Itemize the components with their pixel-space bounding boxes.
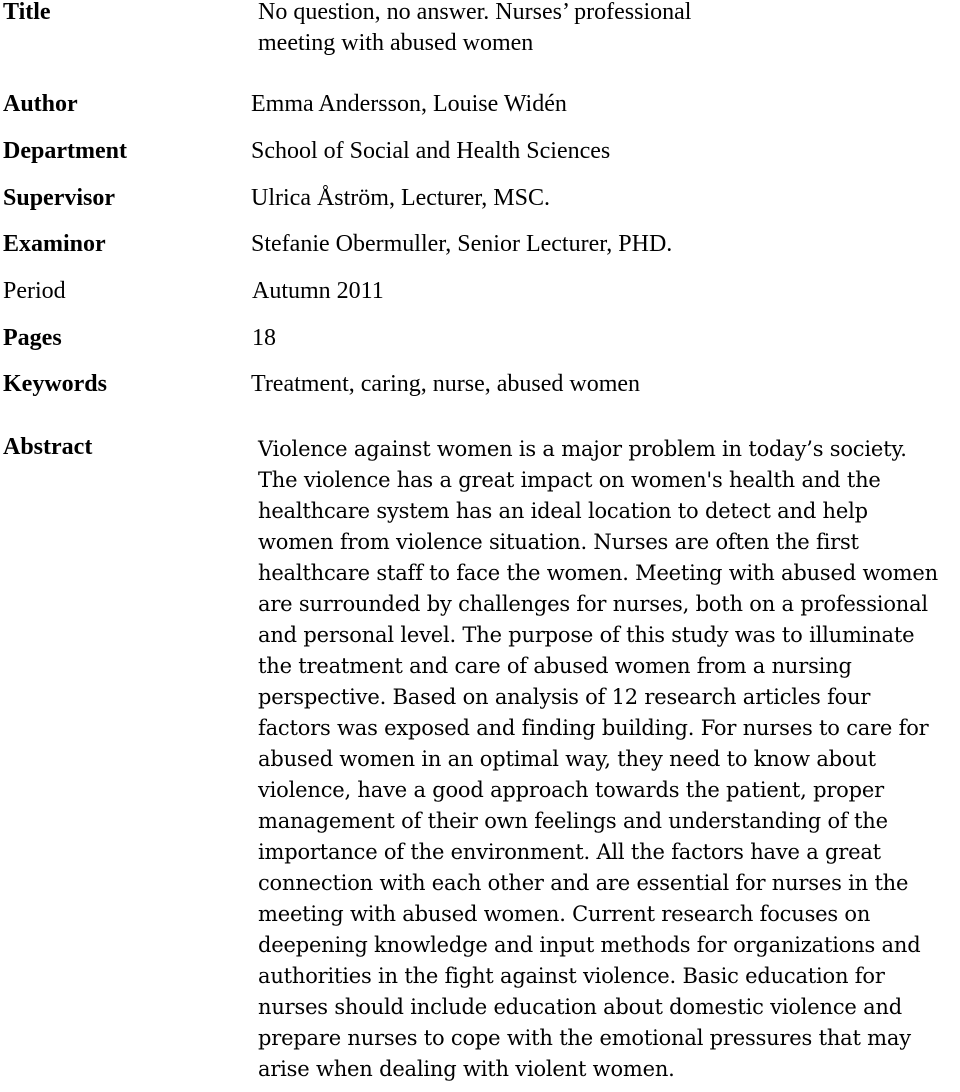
abstract-label: Abstract bbox=[3, 434, 93, 460]
abstract-line: abused women in an optimal way, they need to know about bbox=[258, 747, 876, 771]
abstract-line: are surrounded by challenges for nurses, both on a professional bbox=[258, 592, 928, 616]
examinor-label: Examinor bbox=[3, 231, 106, 257]
abstract-line: healthcare staff to face the women. Meeting with abused women bbox=[258, 561, 938, 585]
abstract-line: authorities in the fight against violence. Basic education for bbox=[258, 964, 885, 988]
abstract-line: The violence has a great impact on women's health and the bbox=[258, 468, 881, 492]
supervisor-label: Supervisor bbox=[3, 185, 116, 211]
author-label: Author bbox=[3, 91, 78, 117]
abstract-line: the treatment and care of abused women from a nursing bbox=[258, 654, 852, 678]
department-label: Department bbox=[3, 138, 127, 164]
examinor-title: Senior Lecturer, PHD. bbox=[451, 231, 673, 257]
title-value-line: No question, no answer. Nurses’ professional bbox=[258, 0, 692, 25]
pages-value: 18 bbox=[252, 325, 276, 351]
abstract-line: nurses should include education about domestic violence and bbox=[258, 995, 902, 1019]
abstract-line: healthcare system has an ideal location to detect and help bbox=[258, 499, 868, 523]
keywords-value: Treatment, caring, nurse, abused women bbox=[251, 371, 641, 397]
abstract-line: connection with each other and are essential for nurses in the bbox=[258, 871, 909, 895]
abstract-line: prepare nurses to cope with the emotional pressures that may bbox=[258, 1026, 911, 1050]
author-value: Emma Andersson, Louise Widén bbox=[251, 91, 567, 117]
abstract-line: deepening knowledge and input methods for organizations and bbox=[258, 933, 921, 957]
abstract-line: violence, have a good approach towards the patient, proper bbox=[258, 778, 884, 802]
abstract-line: importance of the environment. All the factors have a great bbox=[258, 840, 881, 864]
examinor-name: Stefanie Obermuller, bbox=[251, 231, 452, 257]
abstract-line: meeting with abused women. Current research focuses on bbox=[258, 902, 871, 926]
abstract-line: management of their own feelings and understanding of the bbox=[258, 809, 888, 833]
abstract-row bbox=[0, 432, 960, 1092]
title-label: Title bbox=[3, 0, 51, 25]
pages-label: Pages bbox=[3, 325, 62, 351]
abstract-line: women from violence situation. Nurses are often the first bbox=[258, 530, 859, 554]
examinor-value bbox=[251, 229, 672, 260]
supervisor-value: Ulrica Åström, Lecturer, MSC. bbox=[251, 185, 550, 211]
department-value: School of Social and Health Sciences bbox=[251, 138, 611, 164]
abstract-line: Violence against women is a major problem in today’s society. bbox=[258, 437, 907, 461]
abstract-line: and personal level. The purpose of this study was to illuminate bbox=[258, 623, 915, 647]
abstract-text bbox=[258, 434, 958, 1085]
period-label: Period bbox=[3, 278, 66, 304]
keywords-label: Keywords bbox=[3, 371, 107, 397]
abstract-line: perspective. Based on analysis of 12 research articles four bbox=[258, 685, 871, 709]
title-value-line: meeting with abused women bbox=[258, 30, 534, 56]
title-value bbox=[258, 0, 818, 59]
period-value: Autumn 2011 bbox=[252, 278, 384, 304]
abstract-line: arise when dealing with violent women. bbox=[258, 1057, 675, 1081]
abstract-line: factors was exposed and finding building. For nurses to care for bbox=[258, 716, 929, 740]
